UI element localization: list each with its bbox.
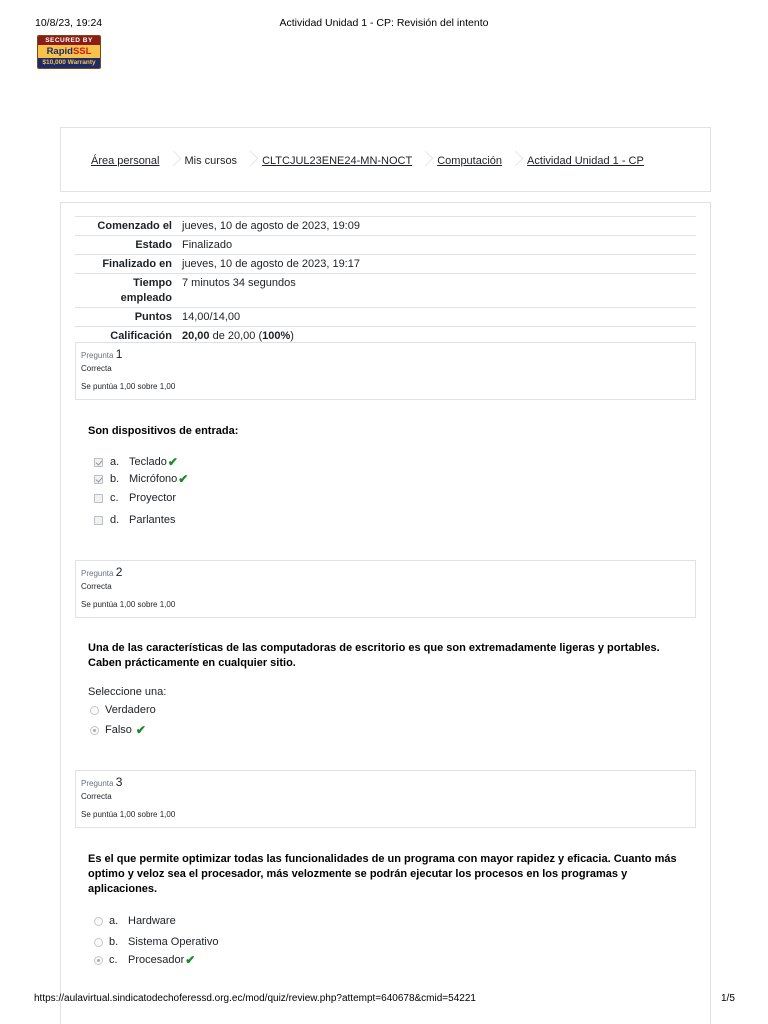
option-text: Hardware	[128, 915, 176, 927]
answer-option[interactable]	[94, 953, 195, 967]
breadcrumb-area-personal[interactable]: Área personal	[91, 155, 160, 167]
rapidssl-badge-logo[interactable]	[37, 35, 101, 69]
ssl-badge-brand: RapidSSL	[46, 46, 92, 57]
answer-option[interactable]	[94, 455, 178, 469]
option-letter: c.	[110, 492, 119, 504]
question-text: Es el que permite optimizar todas las funcionalidades de un programa con mayor rapidez y eficacia. Cuanto más optimo y veloz sea el procesador, más velozmente se podrán ejecutar los procesos en los programas y aplicaciones.	[88, 853, 677, 895]
option-letter: b.	[110, 473, 120, 485]
checkbox[interactable]	[94, 458, 103, 467]
breadcrumb-separator-icon	[245, 150, 253, 172]
summary-value: jueves, 10 de agosto de 2023, 19:09	[182, 220, 360, 232]
breadcrumb-panel	[60, 127, 711, 192]
breadcrumb	[91, 152, 644, 170]
answer-option[interactable]	[94, 914, 176, 928]
answer-option[interactable]	[94, 472, 188, 486]
question-grade: Se puntúa 1,00 sobre 1,00	[81, 382, 176, 391]
summary-label: Puntos	[134, 311, 172, 323]
print-url: https://aulavirtual.sindicatodechoferessd.org.ec/mod/quiz/review.php?attempt=640678&cmid=54221	[34, 993, 476, 1004]
option-text: Teclado	[129, 456, 167, 468]
question-state: Correcta	[81, 582, 112, 591]
question-state: Correcta	[81, 792, 112, 801]
question-info-1	[75, 342, 696, 400]
question-number: Pregunta 2	[81, 565, 123, 579]
question-number: Pregunta 1	[81, 347, 123, 361]
option-letter: d.	[110, 514, 120, 526]
summary-row-state	[75, 236, 696, 255]
option-letter: b.	[109, 936, 119, 948]
question-grade: Se puntúa 1,00 sobre 1,00	[81, 600, 176, 609]
breadcrumb-separator-icon	[420, 150, 428, 172]
correct-check-icon: ✔	[167, 455, 178, 469]
breadcrumb-course[interactable]: CLTCJUL23ENE24-MN-NOCT	[262, 155, 413, 167]
option-letter: a.	[110, 456, 120, 468]
print-date: 10/8/23, 19:24	[35, 17, 103, 29]
checkbox[interactable]	[94, 516, 103, 525]
radio-button[interactable]	[94, 917, 103, 926]
breadcrumb-separator-icon	[510, 150, 518, 172]
attempt-summary-table	[75, 216, 696, 346]
question-state: Correcta	[81, 364, 112, 373]
correct-check-icon: ✔	[178, 472, 189, 486]
option-text: Verdadero	[105, 704, 156, 716]
summary-value: 20,00 de 20,00 (100%)	[182, 330, 294, 342]
summary-row-points	[75, 308, 696, 327]
print-title: Actividad Unidad 1 - CP: Revisión del intento	[279, 17, 489, 29]
correct-check-icon: ✔	[185, 953, 196, 967]
summary-label: Estado	[135, 239, 172, 251]
summary-row-finished	[75, 255, 696, 274]
breadcrumb-mis-cursos: Mis cursos	[184, 155, 238, 167]
option-letter: c.	[109, 954, 118, 966]
option-text: Parlantes	[129, 514, 176, 526]
print-footer	[0, 993, 768, 1007]
breadcrumb-separator-icon	[168, 150, 176, 172]
checkbox[interactable]	[94, 475, 103, 484]
answer-option[interactable]	[94, 935, 218, 949]
answer-option[interactable]	[90, 723, 146, 737]
summary-value: Finalizado	[182, 239, 233, 251]
answer-option[interactable]	[94, 513, 175, 527]
summary-value: jueves, 10 de agosto de 2023, 19:17	[182, 258, 360, 270]
summary-label: Finalizado en	[102, 258, 172, 270]
answer-option[interactable]	[94, 491, 176, 505]
option-text: Proyector	[129, 492, 177, 504]
summary-label: Tiempo empleado	[120, 277, 172, 304]
radio-button[interactable]	[94, 956, 103, 965]
question-number: Pregunta 3	[81, 775, 123, 789]
question-info-3	[75, 770, 696, 828]
summary-value: 7 minutos 34 segundos	[182, 277, 296, 289]
summary-value: 14,00/14,00	[182, 311, 241, 323]
option-letter: a.	[109, 915, 119, 927]
breadcrumb-actividad[interactable]: Actividad Unidad 1 - CP	[527, 155, 644, 167]
summary-label: Calificación	[110, 330, 172, 342]
correct-check-icon: ✔	[135, 723, 146, 737]
breadcrumb-computacion[interactable]: Computación	[437, 155, 503, 167]
option-text: Micrófono	[129, 473, 178, 485]
print-page-number: 1/5	[721, 993, 735, 1004]
option-text: Sistema Operativo	[128, 936, 219, 948]
answer-option[interactable]	[90, 703, 156, 717]
summary-row-time	[75, 274, 696, 308]
radio-button[interactable]	[94, 938, 103, 947]
print-header	[0, 17, 768, 31]
option-text: Procesador	[128, 954, 185, 966]
question-info-2	[75, 560, 696, 618]
question-text: Una de las características de las computadoras de escritorio es que son extremadamente ligeras y portables. Caben prácticamente en cualquier sitio.	[88, 642, 660, 669]
checkbox[interactable]	[94, 494, 103, 503]
summary-label: Comenzado el	[97, 220, 172, 232]
ssl-badge-line1: SECURED BY	[38, 36, 100, 45]
option-text: Falso	[105, 724, 132, 736]
question-text: Son dispositivos de entrada:	[88, 425, 239, 437]
question-grade: Se puntúa 1,00 sobre 1,00	[81, 810, 176, 819]
select-one-prompt: Seleccione una:	[88, 686, 167, 698]
ssl-badge-warranty: $10,000 Warranty	[38, 58, 100, 68]
radio-button[interactable]	[90, 726, 99, 735]
radio-button[interactable]	[90, 706, 99, 715]
summary-row-started	[75, 217, 696, 236]
